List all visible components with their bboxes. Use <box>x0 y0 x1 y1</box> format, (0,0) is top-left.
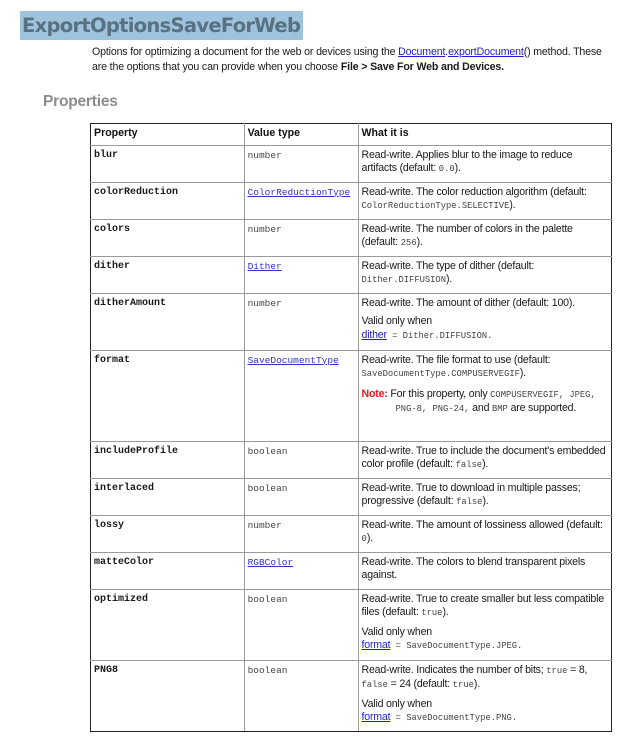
header-value-type: Value type <box>244 124 358 146</box>
property-name: interlaced <box>91 478 245 515</box>
property-name: colors <box>91 219 245 256</box>
property-name: format <box>91 350 245 441</box>
valid-label: Valid only when <box>361 315 432 327</box>
note <box>362 388 607 417</box>
valid-condition <box>362 315 607 343</box>
valid-label: Valid only when <box>361 697 432 710</box>
desc-text: Read-write. Indicates the number of bits; <box>361 663 547 676</box>
table-row <box>91 552 612 589</box>
value-type-cell <box>244 256 358 293</box>
desc-text: Read-write. The type of dither (default: <box>361 259 535 272</box>
value-type: number <box>244 145 358 182</box>
intro-paragraph <box>92 45 617 75</box>
desc-text: Read-write. Applies blur to the image to reduce artifacts (default: <box>361 148 573 174</box>
table-row <box>91 660 612 731</box>
desc-text: Read-write. True to create smaller but less compatible files (default: <box>361 592 604 618</box>
valid-value: = Dither.DIFFUSION. <box>386 330 493 341</box>
property-description <box>358 219 611 256</box>
default-value: SaveDocumentType.COMPUSERVEGIF <box>361 369 520 379</box>
desc-text: ). <box>482 495 489 507</box>
property-description <box>358 441 611 478</box>
document-link[interactable]: Document <box>398 46 446 58</box>
link-separator: . <box>445 46 449 58</box>
default-value: true <box>421 608 443 618</box>
valid-condition <box>362 626 607 654</box>
desc-main <box>362 593 607 621</box>
desc-text: Read-write. The amount of lossiness allowed (default: <box>361 518 603 531</box>
desc-text: Read-write. The color reduction algorithm (default: <box>361 185 587 198</box>
default-value: ColorReductionType.SELECTIVE <box>361 201 510 211</box>
code-true: true <box>546 665 568 676</box>
table-row <box>91 293 612 350</box>
property-description <box>358 660 611 731</box>
property-name: colorReduction <box>91 182 245 219</box>
desc-main <box>362 354 607 382</box>
desc-text: ). <box>519 367 526 379</box>
desc-text: Read-write. The number of colors in the palette (default: <box>361 222 573 248</box>
menu-path: File > Save For Web and Devices. <box>340 61 504 73</box>
value-type: boolean <box>244 441 358 478</box>
value-type-cell <box>244 552 358 589</box>
valid-condition <box>362 698 607 726</box>
property-name: ditherAmount <box>91 293 245 350</box>
value-type: boolean <box>244 660 358 731</box>
note-text: For this property, only <box>387 387 491 400</box>
property-description <box>358 478 611 515</box>
desc-text: ). <box>454 162 461 174</box>
desc-text: Read-write. True to include the document's embedded color profile (default: <box>361 444 606 470</box>
intro-text: Options for optimizing a document for the web or devices using the <box>92 46 399 58</box>
desc-text: = 8, <box>567 663 588 676</box>
table-row <box>91 515 612 552</box>
valid-property-link[interactable]: format <box>361 639 391 651</box>
property-name: matteColor <box>91 552 245 589</box>
desc-text: ). <box>416 236 423 248</box>
default-value: 256 <box>400 238 417 248</box>
valid-label: Valid only when <box>361 625 432 638</box>
value-type-link[interactable]: SaveDocumentType <box>247 354 339 366</box>
table-row <box>91 350 612 441</box>
note-text: and <box>469 402 492 414</box>
properties-table <box>90 123 612 732</box>
property-description <box>358 256 611 293</box>
valid-property-link[interactable]: dither <box>361 328 387 341</box>
header-property: Property <box>91 124 245 146</box>
table-header-row <box>91 124 612 146</box>
default-value: 0.0 <box>438 164 455 174</box>
default-value: false <box>455 460 483 470</box>
property-name: includeProfile <box>91 441 245 478</box>
valid-value: = SaveDocumentType.PNG. <box>390 713 518 723</box>
property-description <box>358 515 611 552</box>
property-description: Read-write. The colors to blend transparent pixels against. <box>358 552 611 589</box>
table-row <box>91 182 612 219</box>
desc-text: ). <box>442 606 449 618</box>
value-type-link[interactable]: ColorReductionType <box>247 186 351 198</box>
section-title-properties: Properties <box>43 93 118 110</box>
default-value: 0 <box>361 534 367 544</box>
desc-text: ). <box>473 678 480 690</box>
note-text: are supported. <box>507 402 577 414</box>
table-row <box>91 478 612 515</box>
default-value: false <box>456 497 483 507</box>
table-row <box>91 256 612 293</box>
table-row <box>91 441 612 478</box>
value-type-link[interactable]: Dither <box>247 260 282 272</box>
property-description <box>358 589 611 660</box>
link-parens: () <box>523 46 531 58</box>
property-description <box>358 145 611 182</box>
code-false: false <box>361 680 388 690</box>
property-name: PNG8 <box>91 660 245 731</box>
export-document-link[interactable]: exportDocument <box>448 46 524 58</box>
desc-text: ). <box>366 532 373 544</box>
valid-property-link[interactable]: format <box>361 711 391 723</box>
default-value: Dither.DIFFUSION <box>361 275 446 285</box>
value-type: number <box>244 515 358 552</box>
value-type: number <box>244 293 358 350</box>
desc-text: Read-write. The file format to use (default: <box>361 353 551 366</box>
table-row <box>91 145 612 182</box>
table-row <box>91 589 612 660</box>
note-label: Note: <box>361 387 388 400</box>
value-type-cell <box>244 350 358 441</box>
valid-value: = SaveDocumentType.JPEG. <box>390 641 523 651</box>
default-value: true <box>452 680 474 690</box>
property-description <box>358 350 611 441</box>
value-type: boolean <box>244 478 358 515</box>
desc-text: ). <box>509 199 516 211</box>
property-name: optimized <box>91 589 245 660</box>
desc-text: Read-write. True to download in multiple passes; progressive (default: <box>361 481 581 507</box>
value-type: number <box>244 219 358 256</box>
property-name: dither <box>91 256 245 293</box>
header-what-it-is: What it is <box>358 124 611 146</box>
property-name: lossy <box>91 515 245 552</box>
value-type: boolean <box>244 589 358 660</box>
note-formats: COMPUSERVEGIF, JPEG, PNG-8, PNG-24, <box>395 389 596 414</box>
note-format-bmp: BMP <box>492 404 508 414</box>
desc-text: Read-write. The amount of dither (default: 100). <box>361 296 575 309</box>
page-title: ExportOptionsSaveForWeb <box>20 11 303 40</box>
desc-main <box>362 664 607 693</box>
property-name: blur <box>91 145 245 182</box>
desc-text: ). <box>482 458 489 470</box>
value-type-cell <box>244 182 358 219</box>
property-description <box>358 182 611 219</box>
desc-text: = 24 (default: <box>387 678 453 690</box>
value-type-link[interactable]: RGBColor <box>247 556 294 568</box>
property-description <box>358 293 611 350</box>
table-row <box>91 219 612 256</box>
intro-text-mid: method. These are the options that you can provide when you choose <box>92 46 602 73</box>
desc-text: ). <box>446 273 453 285</box>
